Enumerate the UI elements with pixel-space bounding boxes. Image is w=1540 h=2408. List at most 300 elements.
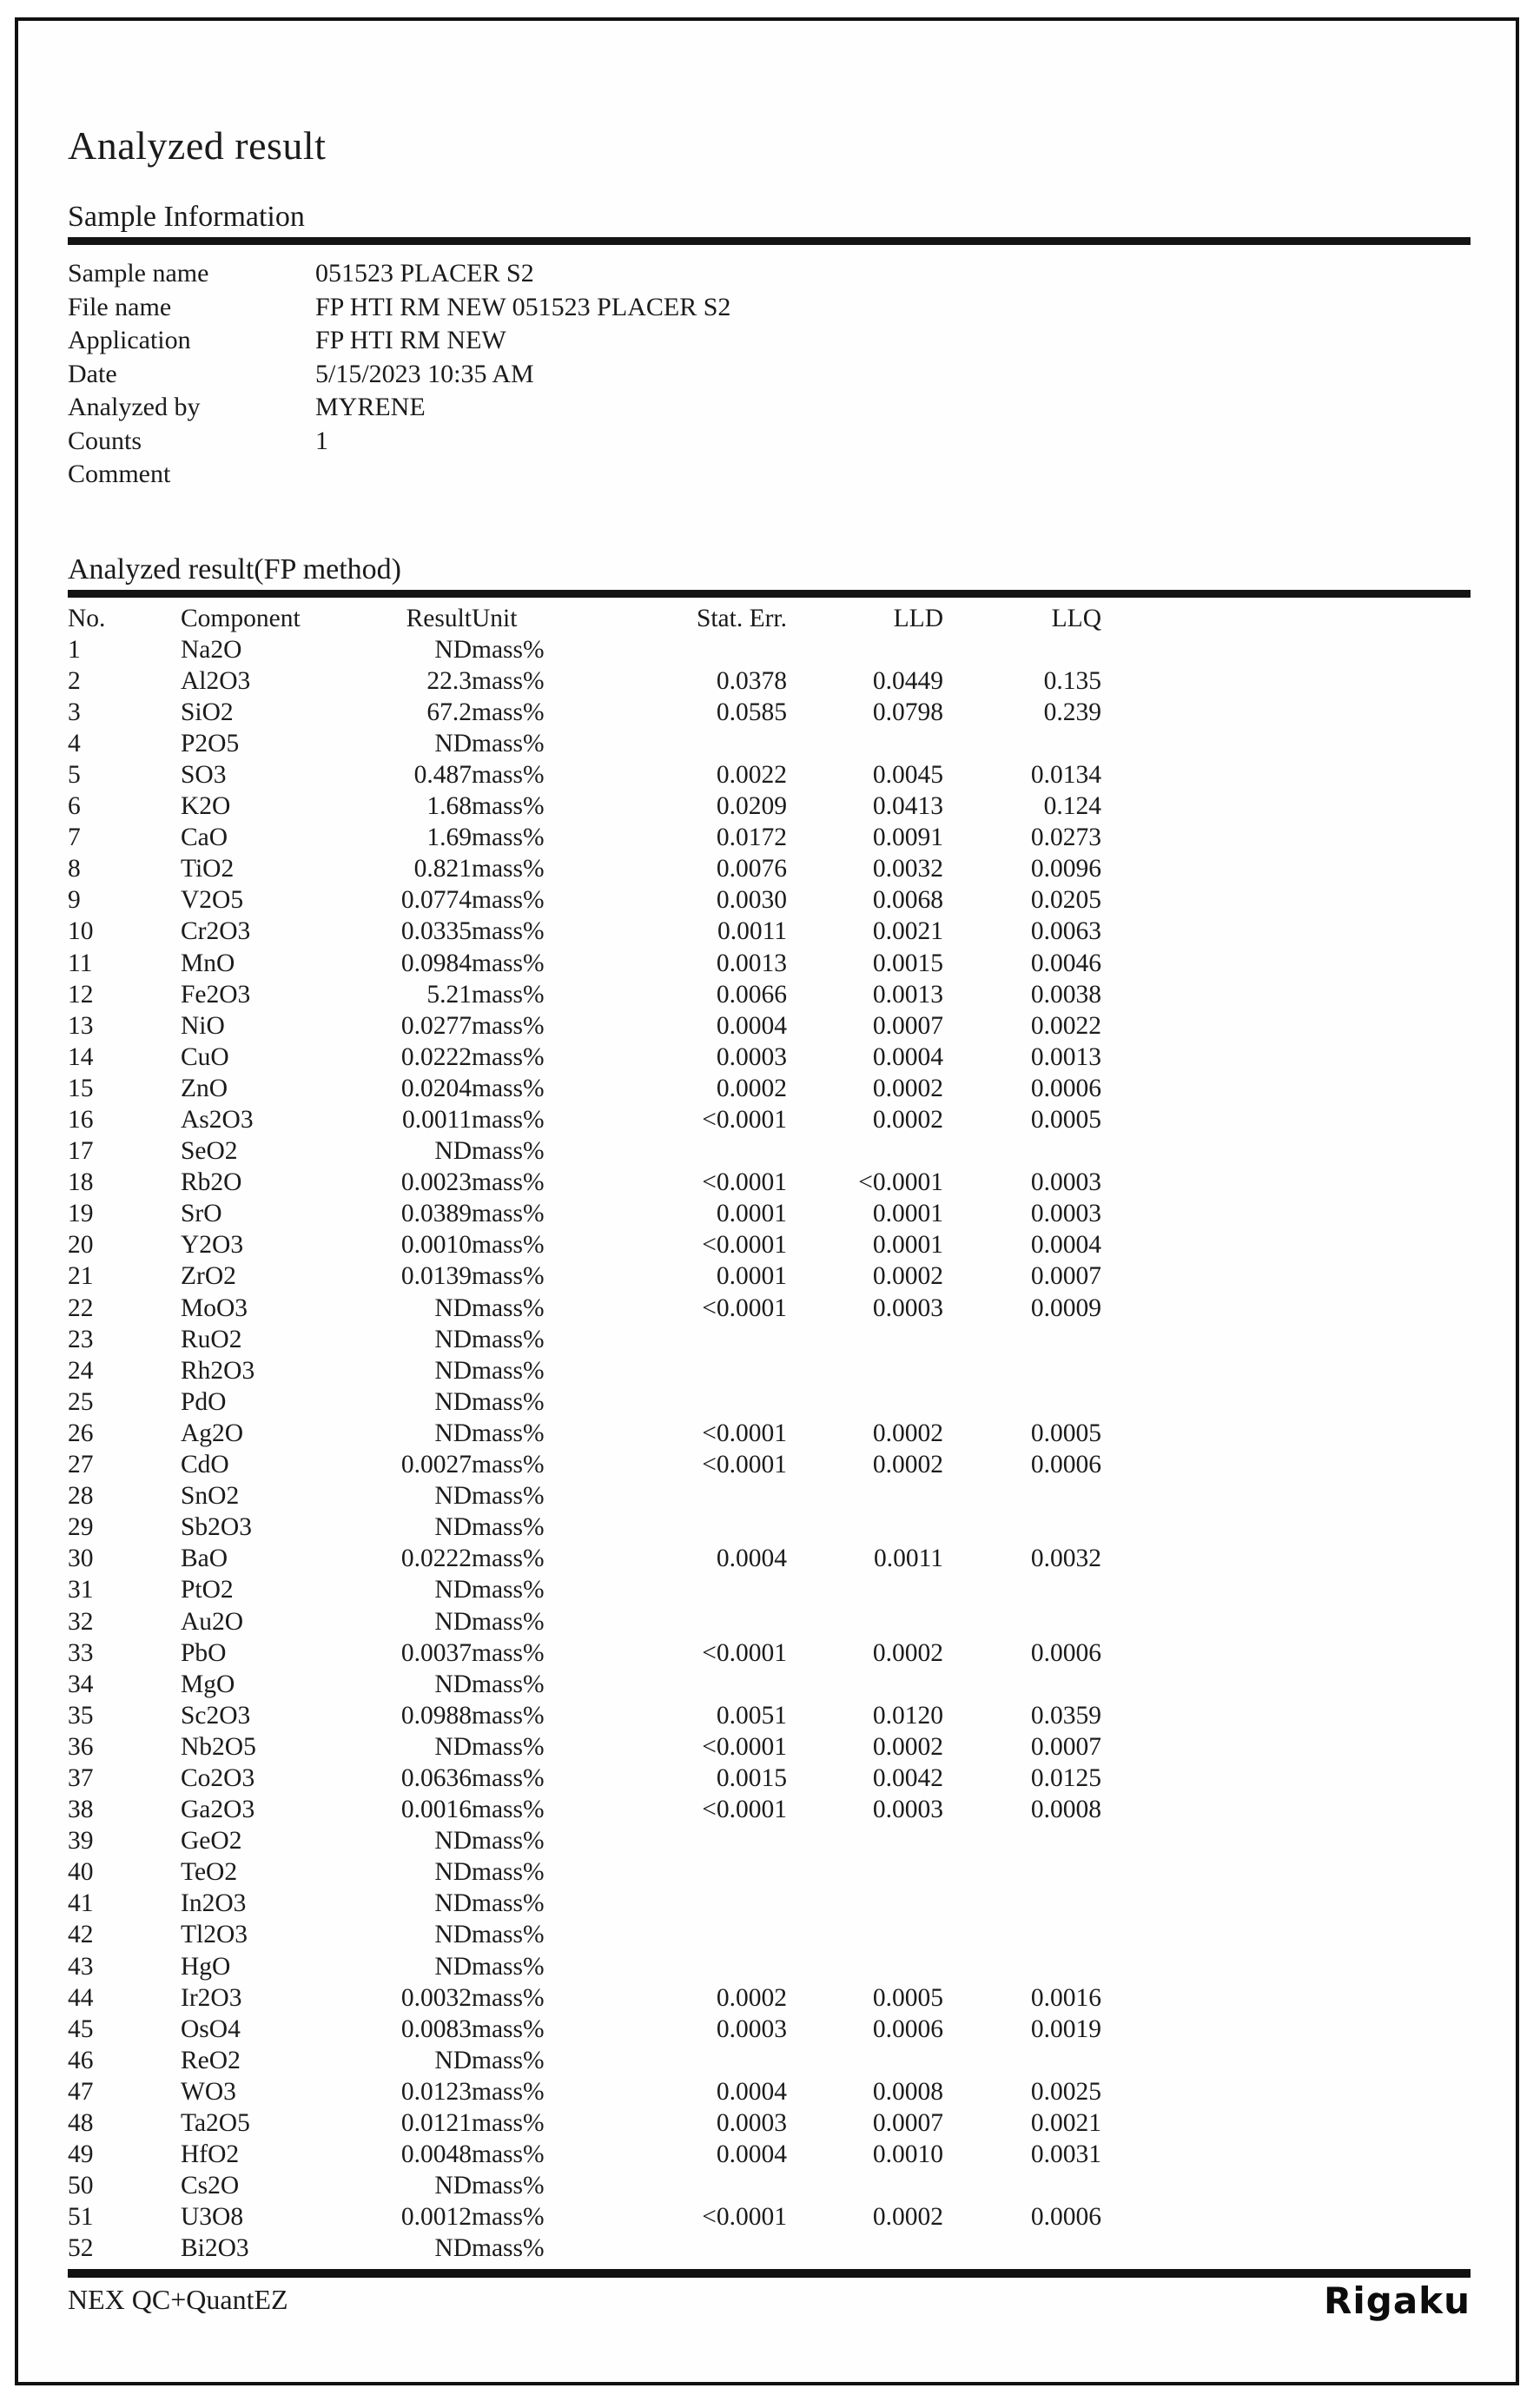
cell-stat-err: 0.0002 [716,1074,787,1102]
cell-no: 6 [68,792,81,821]
cell-llq: 0.0006 [1030,2203,1101,2232]
cell-component: U3O8 [181,2203,244,2232]
cell-result: ND [434,1827,472,1856]
cell-lld: 0.0003 [872,1293,943,1322]
cell-unit: mass% [472,1576,545,1604]
table-row [68,1355,1471,1386]
cell-lld: 0.0002 [872,1732,943,1761]
cell-unit: mass% [472,1293,545,1322]
cell-result: ND [434,1889,472,1918]
cell-result: 0.0083 [400,2014,472,2043]
cell-result: 1.68 [426,792,472,821]
cell-spacer [1101,1919,1471,1950]
cell-unit: mass% [472,1168,545,1197]
table-row [68,1073,1471,1104]
cell-component: As2O3 [181,1106,254,1134]
cell-unit: mass% [472,1701,545,1730]
table-row [68,1919,1471,1950]
table-row [68,1700,1471,1731]
cell-result: ND [434,2046,472,2074]
cell-llq [943,1919,1101,1950]
cell-llq [943,1951,1101,1982]
table-row [68,634,1471,665]
cell-result: 0.0222 [400,1545,472,1573]
info-field-label: Analyzed by [68,393,201,421]
cell-no: 39 [68,1827,94,1856]
cell-no: 15 [68,1074,94,1102]
table-row [68,2014,1471,2045]
cell-llq: 0.0134 [1030,760,1101,789]
cell-stat-err: 0.0011 [717,917,787,946]
cell-lld: 0.0011 [873,1545,943,1573]
cell-stat-err [618,1512,787,1543]
cell-unit: mass% [472,2172,545,2200]
cell-component: HfO2 [181,2140,240,2169]
cell-component: PdO [181,1387,227,1416]
cell-llq [943,1856,1101,1888]
cell-component: Au2O [181,1607,244,1636]
cell-result: 0.0037 [400,1638,472,1667]
cell-component: PbO [181,1638,227,1667]
cell-lld: 0.0006 [872,2014,943,2043]
cell-llq: 0.0096 [1030,855,1101,883]
cell-stat-err: <0.0001 [702,1168,787,1197]
cell-spacer [1101,1606,1471,1637]
cell-unit: mass% [472,1200,545,1228]
cell-no: 24 [68,1356,94,1385]
cell-lld [787,728,943,759]
cell-unit: mass% [472,1356,545,1385]
cell-spacer [1101,1825,1471,1856]
cell-stat-err: 0.0002 [716,1983,787,2012]
cell-result: ND [434,1482,472,1511]
cell-unit: mass% [472,2014,545,2043]
cell-llq: 0.0013 [1030,1042,1101,1071]
cell-spacer [1101,1167,1471,1198]
table-row [68,1888,1471,1919]
cell-result: 67.2 [426,698,472,726]
cell-lld: 0.0120 [872,1701,943,1730]
cell-lld: 0.0002 [872,2203,943,2232]
table-row [68,697,1471,728]
cell-result: 0.0048 [400,2140,472,2169]
table-row [68,1229,1471,1260]
analyzed-result-heading: Analyzed result(FP method) [68,552,401,585]
cell-result: 0.0011 [401,1106,472,1134]
cell-component: Nb2O5 [181,1732,256,1761]
cell-stat-err: <0.0001 [702,1419,787,1447]
cell-result: ND [434,1137,472,1166]
sample-information-fields [68,257,1471,492]
table-row [68,1480,1471,1512]
cell-spacer [1101,1449,1471,1480]
cell-unit: mass% [472,824,545,852]
cell-unit: mass% [472,1952,545,1981]
cell-stat-err [618,2170,787,2201]
cell-lld [787,1574,943,1605]
table-row [68,948,1471,979]
table-row [68,853,1471,884]
cell-no: 52 [68,2234,94,2263]
table-row [68,1951,1471,1982]
table-row [68,1010,1471,1042]
table-row [68,1606,1471,1637]
cell-stat-err: 0.0013 [716,949,787,977]
cell-result: 0.0389 [400,1200,472,1228]
column-header-spacer [1101,603,1471,634]
cell-no: 45 [68,2014,94,2043]
table-row [68,759,1471,791]
cell-spacer [1101,1888,1471,1919]
cell-unit: mass% [472,1796,545,1824]
cell-result: 0.821 [413,855,472,883]
column-header-stat-err: Stat. Err. [696,604,787,632]
cell-llq [943,2233,1101,2264]
page-footer [68,2279,1471,2323]
cell-result: ND [434,1576,472,1604]
cell-component: ReO2 [181,2046,241,2074]
cell-lld: 0.0021 [872,917,943,946]
cell-no: 27 [68,1451,94,1479]
column-header-component: Component [181,604,301,632]
cell-spacer [1101,1293,1471,1324]
cell-no: 5 [68,760,81,789]
cell-no: 18 [68,1168,94,1197]
cell-spacer [1101,1669,1471,1700]
cell-no: 47 [68,2077,94,2106]
cell-stat-err: 0.0004 [716,1545,787,1573]
table-row [68,2170,1471,2201]
table-row [68,1731,1471,1763]
cell-spacer [1101,1073,1471,1104]
cell-spacer [1101,728,1471,759]
cell-stat-err [618,1888,787,1919]
cell-component: WO3 [181,2077,236,2106]
cell-llq: 0.0006 [1030,1451,1101,1479]
info-field-value: MYRENE [315,393,426,421]
cell-component: Ir2O3 [181,1983,242,2012]
cell-component: MgO [181,1670,235,1698]
column-header-result: Result [406,604,472,632]
cell-spacer [1101,1731,1471,1763]
cell-no: 41 [68,1889,94,1918]
cell-component: SO3 [181,760,227,789]
cell-result: ND [434,1419,472,1447]
cell-spacer [1101,1135,1471,1167]
cell-lld [787,2170,943,2201]
cell-spacer [1101,2201,1471,2233]
cell-no: 25 [68,1387,94,1416]
cell-spacer [1101,1794,1471,1825]
info-field-label: File name [68,292,172,321]
cell-stat-err [618,1919,787,1950]
cell-llq: 0.0021 [1030,2109,1101,2137]
rigaku-logo: Rigaku [1324,2279,1471,2323]
cell-result: ND [434,1921,472,1949]
cell-no: 38 [68,1796,94,1824]
cell-result: ND [434,2234,472,2263]
cell-llq: 0.0063 [1030,917,1101,946]
cell-stat-err [618,1574,787,1605]
table-row [68,1543,1471,1574]
info-field-label: Sample name [68,259,209,288]
cell-stat-err [618,2233,787,2264]
cell-lld [787,1480,943,1512]
table-row [68,1260,1471,1292]
cell-lld: 0.0032 [872,855,943,883]
cell-no: 22 [68,1293,94,1322]
cell-component: Ga2O3 [181,1796,255,1824]
cell-component: SiO2 [181,698,234,726]
table-row [68,728,1471,759]
cell-component: PtO2 [181,1576,234,1604]
cell-llq: 0.124 [1043,792,1101,821]
cell-component: Cr2O3 [181,917,251,946]
cell-lld [787,1888,943,1919]
cell-stat-err [618,1386,787,1418]
cell-spacer [1101,1543,1471,1574]
column-header-unit: Unit [472,604,518,632]
cell-spacer [1101,916,1471,947]
cell-stat-err: <0.0001 [702,1106,787,1134]
table-row [68,1763,1471,1794]
cell-llq [943,2170,1101,2201]
cell-spacer [1101,665,1471,697]
cell-lld [787,1919,943,1950]
cell-no: 12 [68,980,94,1009]
cell-component: Sb2O3 [181,1513,252,1542]
cell-llq: 0.0007 [1030,1262,1101,1291]
cell-stat-err: 0.0004 [716,1011,787,1040]
cell-no: 14 [68,1042,94,1071]
cell-stat-err: <0.0001 [702,1293,787,1322]
cell-result: 0.0121 [400,2109,472,2137]
cell-spacer [1101,1229,1471,1260]
cell-spacer [1101,2170,1471,2201]
cell-component: Sc2O3 [181,1701,251,1730]
info-row [68,391,1471,425]
cell-stat-err [618,1951,787,1982]
cell-lld: 0.0003 [872,1796,943,1824]
info-row [68,425,1471,459]
table-row [68,1669,1471,1700]
cell-unit: mass% [472,792,545,821]
cell-stat-err [618,634,787,665]
cell-lld: 0.0004 [872,1042,943,1071]
info-field-label: Application [68,326,191,354]
cell-result: 0.0222 [400,1042,472,1071]
cell-spacer [1101,791,1471,822]
cell-result: ND [434,1293,472,1322]
cell-llq: 0.0025 [1030,2077,1101,2106]
info-field-value: FP HTI RM NEW [315,326,506,354]
cell-no: 11 [68,949,93,977]
cell-no: 42 [68,1921,94,1949]
cell-llq: 0.0125 [1030,1763,1101,1792]
cell-spacer [1101,1042,1471,1073]
cell-spacer [1101,1260,1471,1292]
cell-result: 0.0032 [400,1983,472,2012]
cell-component: MnO [181,949,235,977]
cell-llq: 0.0019 [1030,2014,1101,2043]
cell-unit: mass% [472,1482,545,1511]
cell-llq [943,1669,1101,1700]
cell-no: 31 [68,1576,94,1604]
table-header-row [68,603,1471,634]
cell-spacer [1101,634,1471,665]
cell-llq [943,1324,1101,1355]
cell-result: 5.21 [426,980,472,1009]
cell-result: 0.0139 [400,1262,472,1291]
cell-lld: 0.0013 [872,980,943,1009]
cell-llq [943,1888,1101,1919]
info-row [68,291,1471,325]
cell-unit: mass% [472,1325,545,1353]
cell-spacer [1101,1856,1471,1888]
info-row [68,358,1471,392]
cell-result: 0.0027 [400,1451,472,1479]
cell-unit: mass% [472,1042,545,1071]
cell-stat-err: <0.0001 [702,1638,787,1667]
cell-llq: 0.0007 [1030,1732,1101,1761]
cell-lld [787,1135,943,1167]
cell-stat-err: 0.0003 [716,1042,787,1071]
cell-component: MoO3 [181,1293,248,1322]
cell-result: 0.487 [413,760,472,789]
cell-component: SnO2 [181,1482,240,1511]
cell-spacer [1101,1480,1471,1512]
cell-component: K2O [181,792,231,821]
cell-lld: 0.0449 [872,666,943,695]
cell-no: 34 [68,1670,94,1698]
cell-result: 0.0636 [400,1763,472,1792]
cell-lld [787,1512,943,1543]
cell-stat-err [618,2045,787,2076]
cell-component: ZrO2 [181,1262,236,1291]
cell-spacer [1101,1982,1471,2014]
cell-unit: mass% [472,1732,545,1761]
table-row [68,1104,1471,1135]
info-field-value: FP HTI RM NEW 051523 PLACER S2 [315,292,731,321]
table-row [68,822,1471,853]
cell-spacer [1101,884,1471,916]
cell-llq [943,1512,1101,1543]
column-header-lld: LLD [893,604,943,632]
cell-llq: 0.0032 [1030,1545,1101,1573]
info-field-label: Date [68,359,117,388]
cell-llq: 0.0009 [1030,1293,1101,1322]
cell-lld [787,2045,943,2076]
cell-stat-err: <0.0001 [702,2203,787,2232]
cell-component: Y2O3 [181,1231,244,1260]
info-field-label: Counts [68,426,142,455]
cell-lld [787,1856,943,1888]
cell-spacer [1101,1700,1471,1731]
cell-component: CaO [181,824,228,852]
cell-stat-err: <0.0001 [702,1796,787,1824]
cell-component: TiO2 [181,855,235,883]
cell-lld [787,1825,943,1856]
page-title: Analyzed result [68,123,327,168]
cell-stat-err [618,1825,787,1856]
cell-llq: 0.0038 [1030,980,1101,1009]
cell-no: 3 [68,698,81,726]
cell-spacer [1101,1574,1471,1605]
cell-unit: mass% [472,980,545,1009]
cell-unit: mass% [472,2077,545,2106]
cell-unit: mass% [472,1607,545,1636]
cell-lld [787,634,943,665]
info-field-value: 1 [315,426,328,455]
cell-lld [787,2233,943,2264]
cell-unit: mass% [472,1074,545,1102]
cell-llq: 0.0006 [1030,1074,1101,1102]
cell-no: 36 [68,1732,94,1761]
cell-stat-err: 0.0001 [716,1200,787,1228]
cell-no: 13 [68,1011,94,1040]
cell-result: 0.0123 [400,2077,472,2106]
cell-no: 21 [68,1262,94,1291]
table-row [68,1418,1471,1449]
cell-spacer [1101,2076,1471,2107]
cell-result: ND [434,1387,472,1416]
cell-component: Al2O3 [181,666,251,695]
cell-no: 2 [68,666,81,695]
table-row [68,884,1471,916]
cell-llq: 0.0046 [1030,949,1101,977]
cell-component: ZnO [181,1074,228,1102]
cell-lld: 0.0007 [872,1011,943,1040]
cell-unit: mass% [472,949,545,977]
cell-result: 0.0012 [400,2203,472,2232]
cell-lld: 0.0042 [872,1763,943,1792]
table-row [68,791,1471,822]
cell-lld: 0.0002 [872,1451,943,1479]
cell-unit: mass% [472,729,545,757]
instrument-name: NEX QC+QuantEZ [68,2284,288,2316]
cell-component: In2O3 [181,1889,247,1918]
cell-unit: mass% [472,1545,545,1573]
cell-unit: mass% [472,1858,545,1887]
cell-llq [943,1135,1101,1167]
sample-information-section-header [68,200,1471,245]
cell-lld [787,1386,943,1418]
cell-spacer [1101,1324,1471,1355]
cell-stat-err [618,728,787,759]
cell-stat-err [618,1856,787,1888]
cell-spacer [1101,1418,1471,1449]
table-row [68,1324,1471,1355]
cell-component: Tl2O3 [181,1921,248,1949]
cell-spacer [1101,2139,1471,2170]
cell-unit: mass% [472,1137,545,1166]
cell-stat-err: 0.0378 [716,666,787,695]
cell-stat-err: 0.0066 [716,980,787,1009]
cell-llq [943,1355,1101,1386]
table-row [68,1198,1471,1229]
cell-llq: 0.0005 [1030,1419,1101,1447]
cell-no: 9 [68,886,81,915]
cell-stat-err [618,1669,787,1700]
cell-lld: 0.0002 [872,1638,943,1667]
cell-spacer [1101,2233,1471,2264]
cell-no: 30 [68,1545,94,1573]
cell-spacer [1101,2045,1471,2076]
cell-component: Fe2O3 [181,980,251,1009]
cell-lld [787,1669,943,1700]
table-row [68,1135,1471,1167]
info-field-value [315,458,1471,492]
